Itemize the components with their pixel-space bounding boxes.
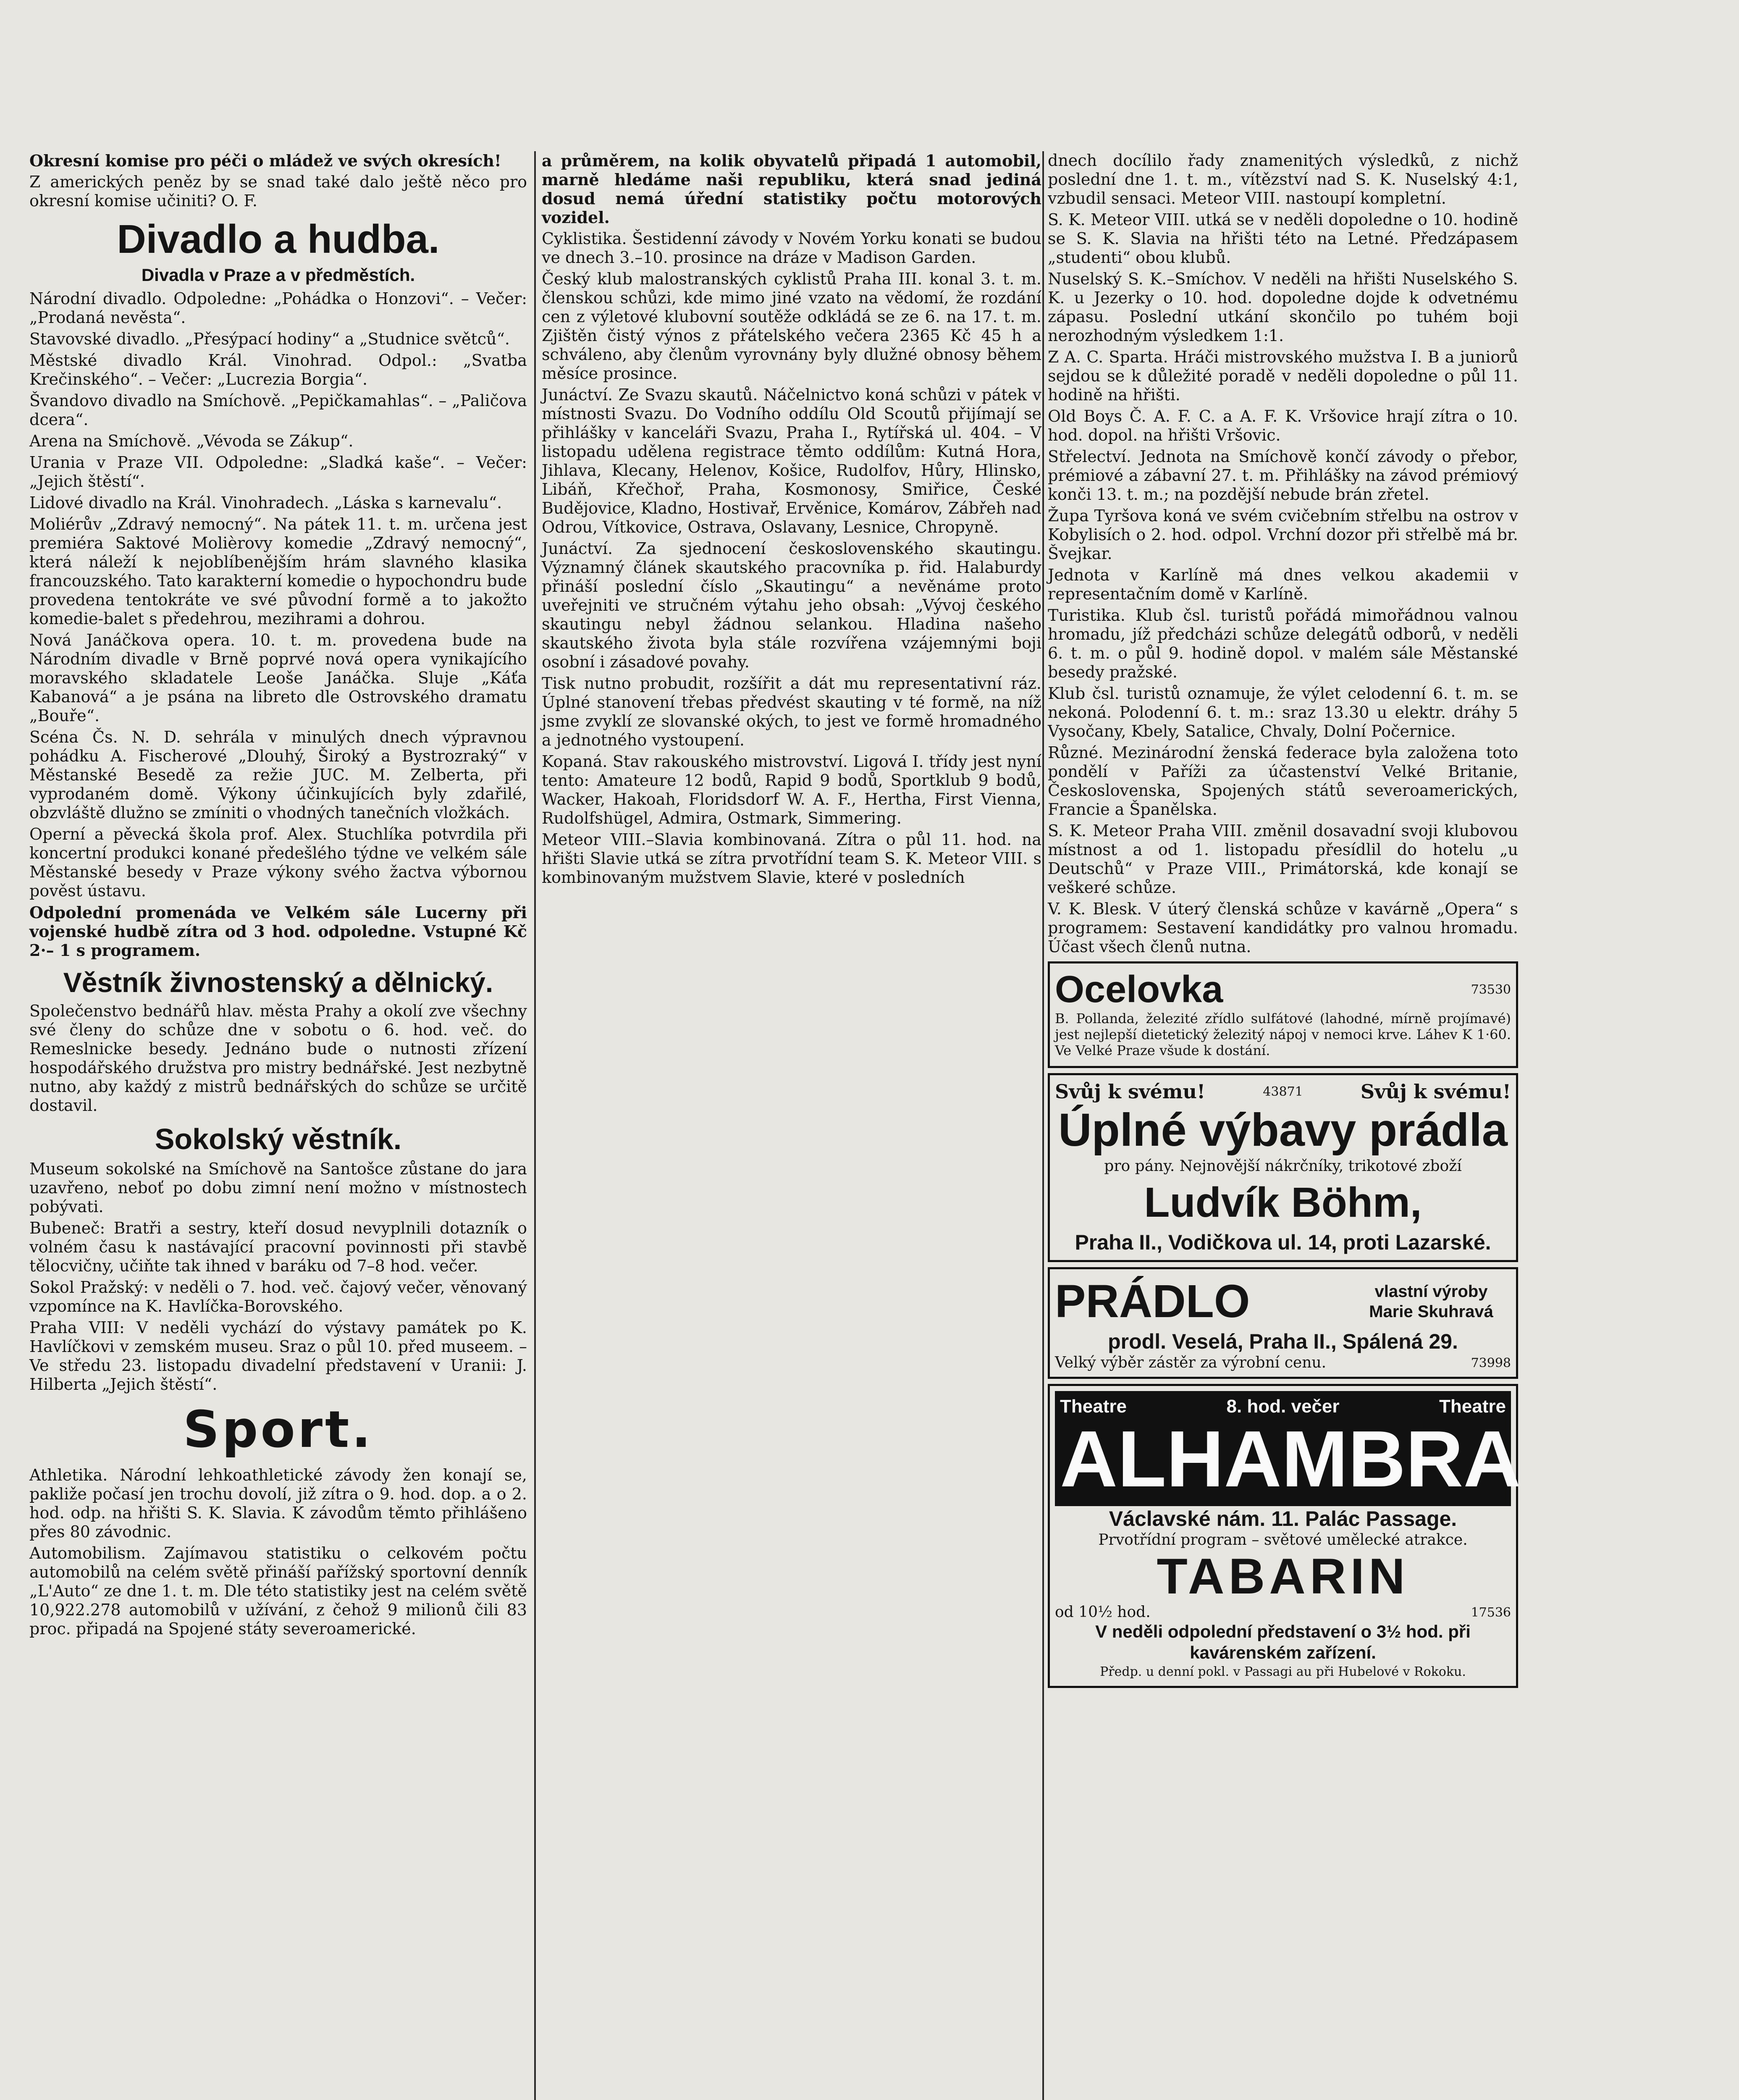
sokol-heading: Sokolský věstník. xyxy=(155,1123,402,1155)
ad-address: Václavské nám. 11. Palác Passage. xyxy=(1109,1507,1457,1530)
article-paragraph: Cyklistika. Šestidenní závody v Novém Yorku konati se budou ve dnech 3.–10. prosince na dráze v Madison Garden. xyxy=(542,229,1041,267)
article-paragraph: Turistika. Klub čsl. turistů pořádá mimořádnou valnou hromadu, jíž předcházi schůze delegátů odborů, v neděli 6. t. m. o půl 9. hodině dopol. v malém sále Městanské besedy pražské. xyxy=(1048,606,1518,681)
ad-label: 8. hod. večer xyxy=(1226,1396,1340,1417)
sport-item: Automobilism. Zajímavou statistiku o celkovém počtu automobilů na celém světě přináší pařížský sportovní denník „L'Auto“ ze dne 1. t. m. Dle této statistiky jest na celém světě 10,922.278 automobilů v užívání, z čehož 9 milionů čili 83 proc. připadá na Spojené státy severoamerické. xyxy=(29,1544,527,1638)
ad-pradlo xyxy=(1048,1267,1518,1379)
ad-code: 43871 xyxy=(1263,1084,1303,1099)
ad-address: Praha II., Vodičkova ul. 14, proti Lazarské. xyxy=(1075,1231,1491,1254)
column-3 xyxy=(1048,151,1521,1693)
ad-address: prodl. Veselá, Praha II., Spálená 29. xyxy=(1108,1330,1458,1353)
ad-code: 73998 xyxy=(1471,1355,1511,1370)
sport-heading: Sport. xyxy=(183,1401,373,1459)
ad-title: PRÁDLO xyxy=(1055,1276,1250,1327)
article-paragraph: Klub čsl. turistů oznamuje, že výlet celodenní 6. t. m. se nekoná. Polodenní 6. t. m.: sraz 13.30 u elektr. dráhy 5 Vysočany, Kbely, Satalice, Chvaly, Dolní Počernice. xyxy=(1048,684,1518,740)
sokol-item: Sokol Pražský: v neděli o 7. hod. več. čajový večer, věnovaný vzpomínce na K. Havlíčka-Borovského. xyxy=(29,1278,527,1315)
ad-sub: vlastní výroby Marie Skuhravá xyxy=(1369,1282,1493,1321)
article-paragraph: Český klub malostranských cyklistů Praha III. konal 3. t. m. členskou schůzi, kde mimo jiné vzato na vědomí, že rozdání cen z výletové klubovní soutěže odkládá se ze 6. na 17. t. m. Zjištěn čistý výnos z přátelského večera 2365 Kč 45 h a schváleno, aby členům vyrovnány byly dlužné obnosy během měsíce prosince. xyxy=(542,270,1041,383)
article-paragraph: S. K. Meteor VIII. utká se v neděli dopoledne o 10. hodině se S. K. Slavia na hřišti této na Letné. Předzápasem „studenti“ obou klubů. xyxy=(1048,210,1518,267)
article-paragraph: Tisk nutno probudit, rozšířit a dát mu representativní ráz. Úplné stanovení třebas předvést skauting v té formě, na níž jsme zvyklí ze slovanské okých, to jest ve formě hromadného a jednotného vystoupení. xyxy=(542,674,1041,749)
ad-bohm xyxy=(1048,1073,1518,1262)
vestnik-heading: Věstník živnostenský a dělnický. xyxy=(63,967,493,998)
article-paragraph: Jednota v Karlíně má dnes velkou akademii v representačním domě v Karlíně. xyxy=(1048,566,1518,603)
ad-program: Prvotřídní program – světové umělecké atrakce. xyxy=(1098,1531,1468,1549)
ad-title: ALHAMBRA xyxy=(1060,1415,1521,1504)
divadlo-item: Urania v Praze VII. Odpoledne: „Sladká kaše“. – Večer: „Jejich štěstí“. xyxy=(29,453,527,491)
article-paragraph: Nuselský S. K.–Smíchov. V neděli na hřišti Nuselského S. K. u Jezerky o 10. hod. dopoledne dojde k odvetnému zápasu. Poslední utkání skončilo po tuhém boji nerozhodným výsledkem 1:1. xyxy=(1048,270,1518,345)
article-paragraph: S. K. Meteor Praha VIII. změnil dosavadní svoji klubovou místnost a od 1. listopadu přesídlil do hotelu „u Deutschů“ v Praze VIII., Primátorská, kde konají se veškeré schůze. xyxy=(1048,822,1518,897)
ad-title-2: TABARIN xyxy=(1157,1548,1409,1604)
article-paragraph: Meteor VIII.–Slavia kombinovaná. Zítra o půl 11. hod. na hřišti Slavie utká se zítra prvotřídní team S. K. Meteor VIII. s kombinovaným mužstvem Slavie, které v posledních xyxy=(542,830,1041,887)
article-paragraph: Župa Tyršova koná ve svém cvičebním střelbu na ostrov v Kobylisích o 2. hod. odpol. Vrchní dozor při střelbě má br. Švejkar. xyxy=(1048,507,1518,563)
sokol-item: Praha VIII: V neděli vychází do výstavy památek po K. Havlíčkovi v zemském museu. Sraz o půl 10. před museem. – Ve středu 23. listopadu divadelní představení v Uranii: J. Hilberta „Jejich štěstí“. xyxy=(29,1318,527,1394)
column-divider xyxy=(1042,151,1044,2100)
article-paragraph: Střelectví. Jednota na Smíchově končí závody o přebor, prémiové a zábavní 27. t. m. Přihlášky na závod prémiový konči 13. t. m.; na pozdější nebude brán zřetel. xyxy=(1048,447,1518,504)
ad-note: V neděli odpolední představení o 3½ hod. při kavárenském zařízení. xyxy=(1095,1622,1471,1662)
article-paragraph: Junáctví. Ze Svazu skautů. Náčelnictvo koná schůzi v pátek v místnosti Svazu. Do Vodního oddílu Old Scoutů přijímají se přihlášky v kanceláři Svazu, Praha I., Rytířská ul. 404. – V listopadu udělena registrace těmto oddílům: Kutná Hora, Jihlava, Klecany, Helenov, Košice, Rudolfov, Hůry, Hlinsko, Libáň, Křečhoř, Praha, Kosmonosy, Smiřice, České Budějovice, Kladno, Hostivař, Ervěnice, Komárov, Zábřeh nad Odrou, Vítkovice, Ostrava, Oslavany, Lesnice, Chropyně. xyxy=(542,386,1041,536)
divadlo-item: Národní divadlo. Odpoledne: „Pohádka o Honzovi“. – Večer: „Prodaná nevěsta“. xyxy=(29,289,527,327)
divadlo-item: Švandovo divadlo na Smíchově. „Pepičkamahlas“. – „Paličova dcera“. xyxy=(29,391,527,429)
article-paragraph: Společenstvo bednářů hlav. města Prahy a okolí zve všechny své členy do schůze dne v sobotu o 6. hod. več. do Remeslnicke besedy. Jednáno bude o nutnosti zřízení hospodářského družstva pro mistry bednářské. Jest nezbytně nutno, aby každý z mistrů bednářských do schůze se určitě dostavil. xyxy=(29,1002,527,1115)
ad-title: Úplné výbavy prádla xyxy=(1058,1104,1508,1156)
divadlo-item: Stavovské divadlo. „Přesýpací hodiny“ a „Studnice světců“. xyxy=(29,330,510,348)
ad-slogan: Svůj k svému! xyxy=(1055,1080,1206,1103)
article-paragraph: Odpolední promenáda ve Velkém sále Lucerny při vojenské hudbě zítra od 3 hod. odpoledne. Vstupné Kč 2·– 1 s programem. xyxy=(29,903,527,960)
divadlo-item: Městské divadlo Král. Vinohrad. Odpol.: „Svatba Krečinského“. – Večer: „Lucrezia Borgia“. xyxy=(29,351,527,388)
divadlo-heading: Divadlo a hudba. xyxy=(117,217,440,262)
intro-line: Okresní komise pro péči o mládež ve svých okresích! xyxy=(29,151,501,170)
article-paragraph: Nová Janáčkova opera. 10. t. m. provedena bude na Národním divadle v Brně poprvé nová opera vynikajícího moravského skladatele Leoše Janáčka. Sluje „Káťa Kabanová“ a je psána na libreto dle Ostrovského dramatu „Bouře“. xyxy=(29,631,527,725)
article-paragraph: V. K. Blesk. V úterý členská schůze v kavárně „Opera“ s programem: Sestavení kandidátky pro valnou hromadu. Účast všech členů nutna. xyxy=(1048,900,1518,956)
divadlo-subheading: Divadla v Praze a v předměstích. xyxy=(141,265,415,285)
ad-alhambra-banner xyxy=(1055,1391,1521,1506)
ad-sub: pro pány. Nejnovější nákrčníky, trikotové zboží xyxy=(1104,1158,1462,1175)
ad-name: Ludvík Böhm, xyxy=(1144,1179,1422,1226)
article-paragraph: Moliérův „Zdravý nemocný“. Na pátek 11. t. m. určena jest premiéra Saktové Molièrovy komedie „Zdravý nemocný“, která náleží k nejoblíbenějším hrám slavného klasika francouzského. Tato karakterní komedie o hypochondru bude provedena tentokráte ve své původní formě a to jakožto komedie-balet s předehrou, mezihrami a dohrou. xyxy=(29,515,527,628)
article-paragraph: Kopaná. Stav rakouského mistrovství. Ligová I. třídy jest nyní tento: Amateure 12 bodů, Rapid 9 bodů, Sportklub 9 bodů, Wacker, Hakoah, Floridsdorf W. A. F., Hertha, First Vienna, Rudolfshügel, Admira, Ostmark, Simmering. xyxy=(542,752,1041,827)
article-paragraph: dnech docílilo řady znamenitých výsledků, z nichž poslední dne 1. t. m., vítězství nad S. K. Nuselský 4:1, vzbudil sensaci. Meteor VIII. nastoupí kompletní. xyxy=(1048,151,1518,207)
intro-line: Z amerických peněz by se snad také dalo ještě něco pro okresní komise učiniti? O. F. xyxy=(29,173,527,210)
ad-code: 17536 xyxy=(1471,1605,1511,1620)
column-1 xyxy=(29,151,527,1641)
divadlo-item: Arena na Smíchově. „Vévoda se Zákup“. xyxy=(29,432,354,450)
ad-footer: Předp. u denní pokl. v Passagi au při Hubelové v Rokoku. xyxy=(1100,1664,1466,1679)
sokol-item: Bubeneč: Bratři a sestry, kteří dosud nevyplnili dotazník o volném času k nastávající pracovní povinnosti při stavbě tělocvičny, učiňte tak ihned v baráku od 7–8 hod. večer. xyxy=(29,1219,527,1275)
ad-time: od 10½ hod. xyxy=(1055,1604,1151,1621)
divadlo-item: Lidové divadlo na Král. Vinohradech. „Láska s karnevalu“. xyxy=(29,494,502,512)
ad-text: B. Pollanda, železité zřídlo sulfátové (lahodné, mírně projímavé) jest nejlepší dietetický železitý nápoj v nemoci krve. Láhev K 1·60. Ve Velké Praze všude k dostání. xyxy=(1055,1011,1511,1058)
article-paragraph: a průměrem, na kolik obyvatelů připadá 1 automobil, marně hledáme naši republiku, která snad jediná dosud nemá úřední statistiky počtu motorových vozidel. xyxy=(542,151,1041,227)
article-paragraph: Scéna Čs. N. D. sehrála v minulých dnech výpravnou pohádku A. Fischerové „Dlouhý, Široký a Bystrozraký“ v Městanské Besedě za režie JUC. M. Zelberta, při vyprodaném domě. Výkony účinkujících byly zdařilé, obzvláště dlužno se zmíniti o vhodných tanečních vložkách. xyxy=(29,728,527,822)
column-divider xyxy=(534,151,536,2100)
article-paragraph: Operní a pěvecká škola prof. Alex. Stuchlíka potvrdila při koncertní produkci konané předešlého týdne ve velkém sále Městanské besedy v Praze výkony svého žactva výbornou pověst ústavu. xyxy=(29,825,527,900)
article-paragraph: Z A. C. Sparta. Hráči mistrovského mužstva I. B a juniorů sejdou se k důležité poradě v neděli dopoledne o půl 11. hodině na hřišti. xyxy=(1048,348,1518,404)
ad-label: Theatre xyxy=(1439,1396,1506,1417)
sport-item: Athletika. Národní lehkoathletické závody žen konají se, pakliže počasí jen trochu dovolí, již zítra o 9. hod. dop. a o 2. hod. odp. na hřišti S. K. Slavia. K závodům těmto přihlášeno přes 80 závodnic. xyxy=(29,1466,527,1541)
article-paragraph: Junáctví. Za sjednocení československého skautingu. Významný článek skautského pracovníka p. řid. Halaburdy přináší poslední číslo „Skautingu“ a nevěnáme proto uveřejniti ve stručném výtahu jeho obsah: „Vývoj českého skautingu nebyl žádnou selankou. Hladina našeho skautského života byla stále rozvířena vzájemnými boji osobní i zásadové povahy. xyxy=(542,539,1041,671)
column-2 xyxy=(542,151,1041,890)
ad-slogan: Svůj k svému! xyxy=(1360,1080,1511,1103)
ad-ocelovka xyxy=(1048,961,1518,1068)
ad-alhambra xyxy=(1048,1384,1521,1688)
article-paragraph: Old Boys Č. A. F. C. a A. F. K. Vršovice hrají zítra o 10. hod. dopol. na hřišti Vršovic. xyxy=(1048,407,1518,444)
ad-label: Theatre xyxy=(1060,1396,1127,1417)
ad-code: 73530 xyxy=(1471,982,1511,997)
ad-text: Velký výběr zástěr za výrobní cenu. xyxy=(1055,1354,1327,1371)
sokol-item: Museum sokolské na Smíchově na Santošce zůstane do jara uzavřeno, neboť po dobu zimní není možno v místnostech pobývati. xyxy=(29,1160,527,1216)
ad-title: Ocelovka xyxy=(1055,969,1223,1011)
article-paragraph: Různé. Mezinárodní ženská federace byla založena toto pondělí v Paříži za účastenství Velké Britanie, Československa, Spojených států severoamerických, Francie a Španělska. xyxy=(1048,743,1518,819)
